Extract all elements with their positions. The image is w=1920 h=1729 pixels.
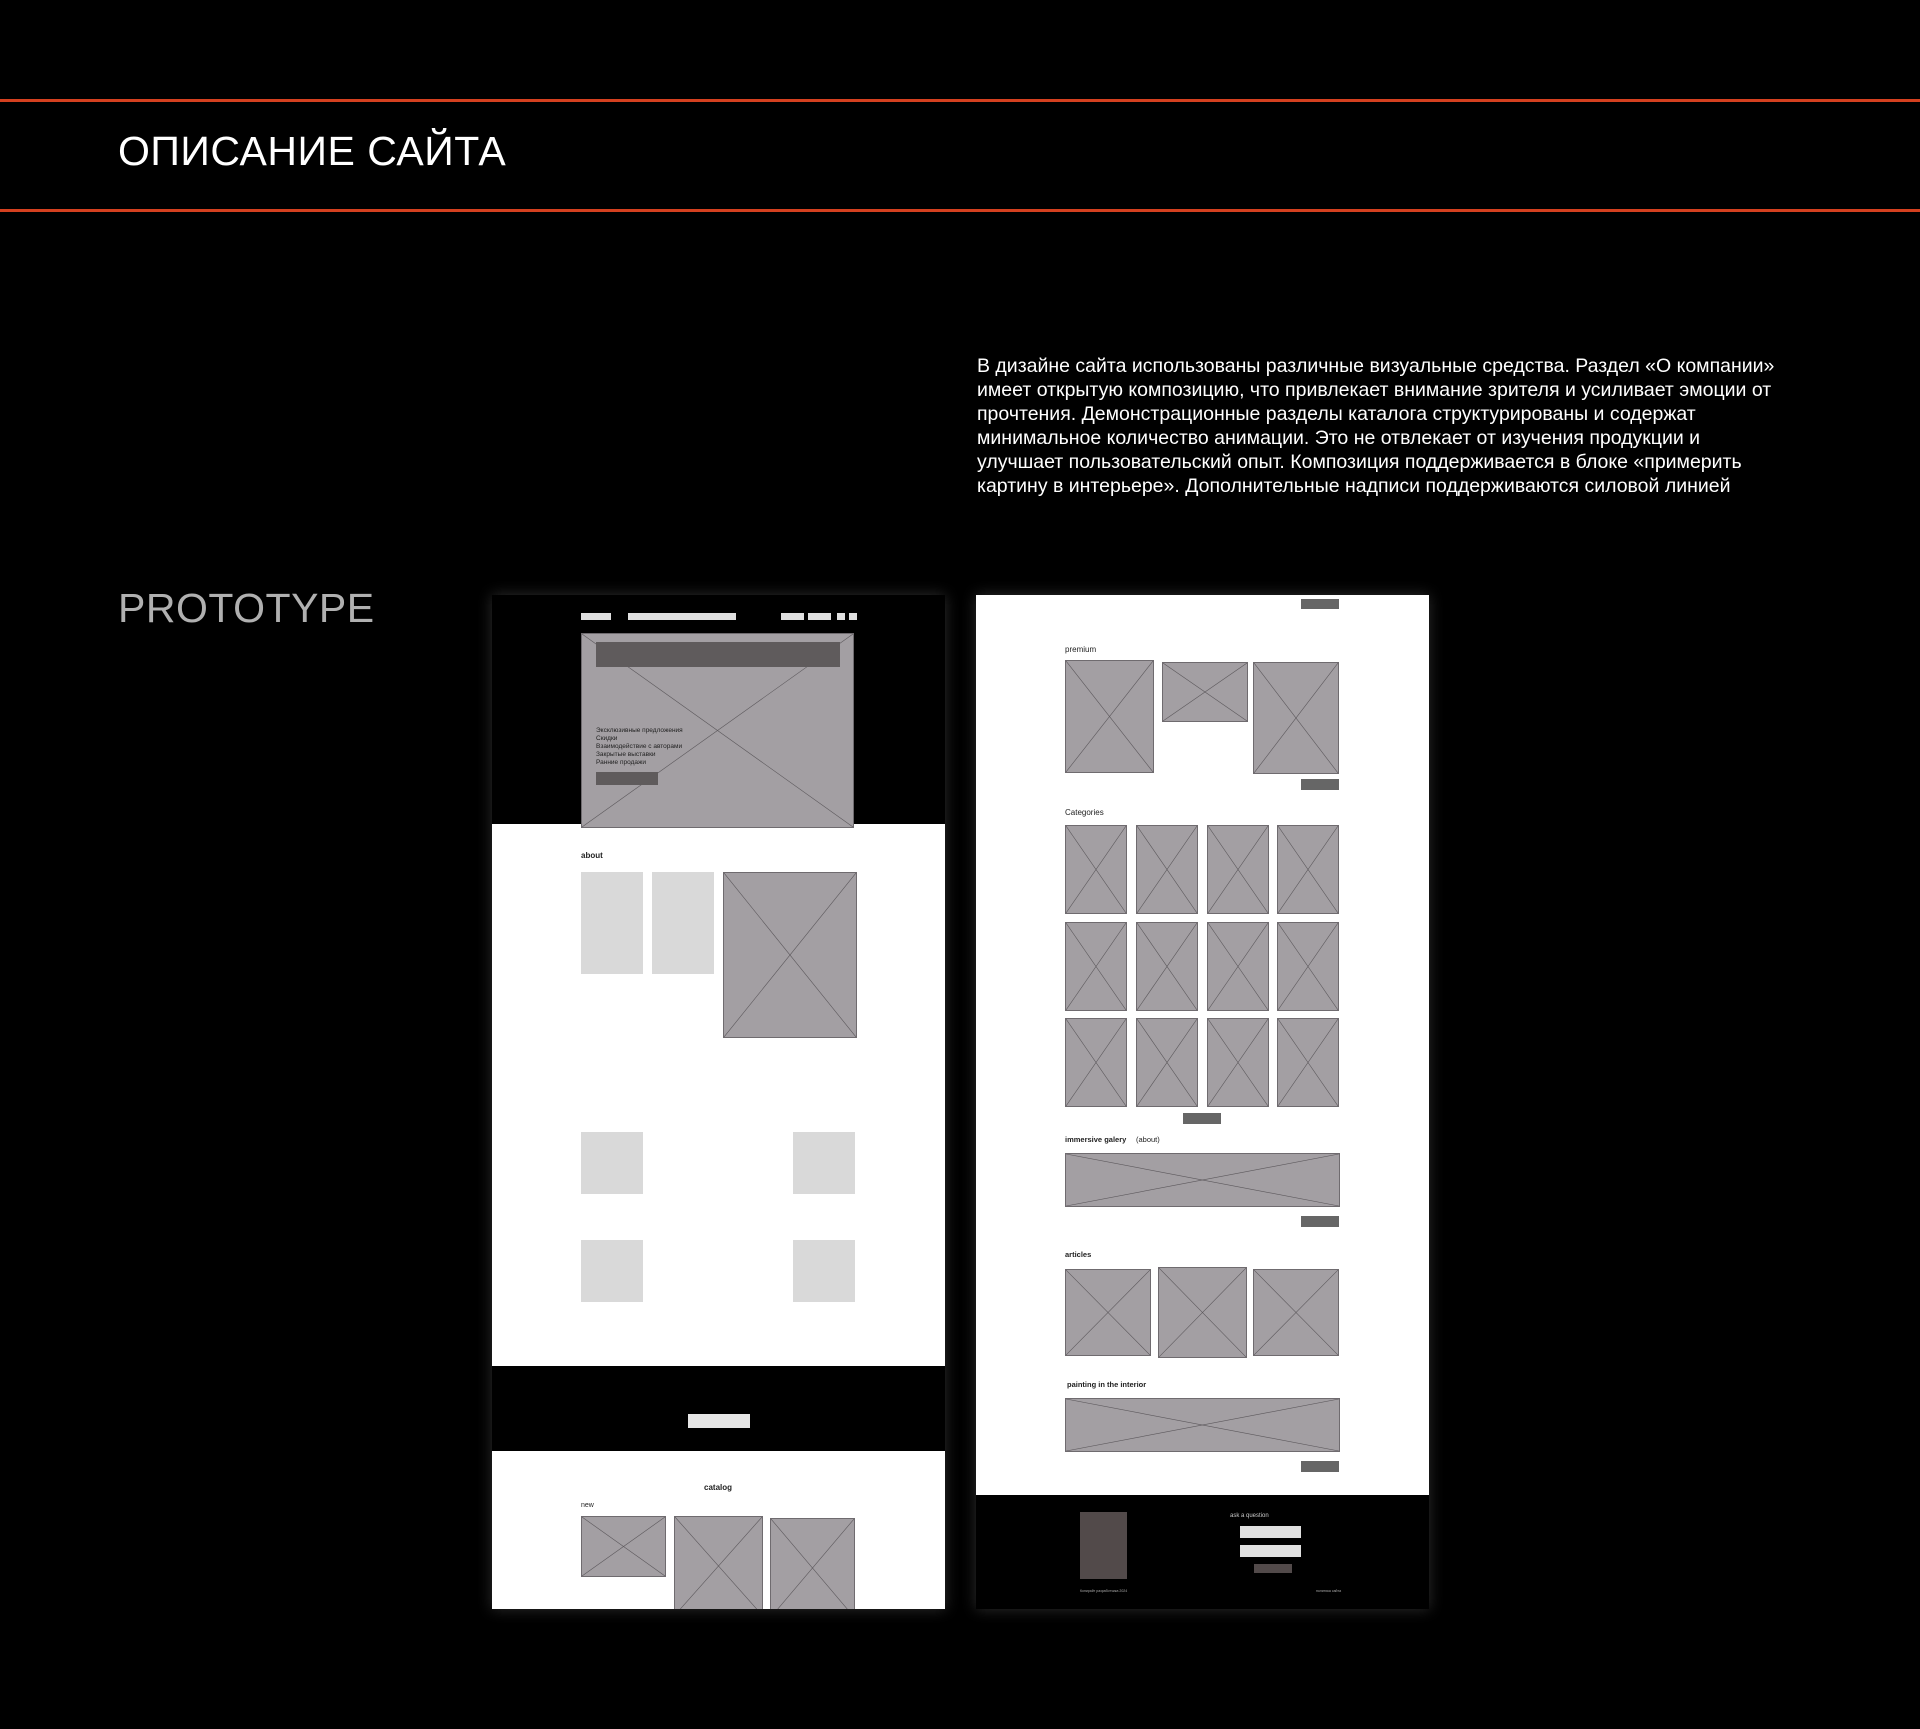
footer-copyright-text: Копирайт разработчика 2024 — [1080, 1589, 1128, 1593]
feature-block — [581, 1132, 643, 1194]
feature-block — [581, 1240, 643, 1302]
categories-heading: Categories — [1065, 808, 1104, 817]
footer-question-label: ask a question — [1230, 1513, 1269, 1519]
nav-logo-bar — [581, 613, 611, 620]
page-title: ОПИСАНИЕ САЙТА — [118, 128, 507, 174]
hero-list-item: Ранние продажи — [596, 759, 646, 766]
category-item-placeholder — [1065, 1018, 1127, 1107]
category-item-placeholder — [1136, 1018, 1198, 1107]
interior-heading: painting in the interior — [1067, 1380, 1147, 1389]
hero-list-item: Скидки — [596, 735, 618, 742]
about-heading: about — [581, 851, 603, 860]
bottom-accent-line — [0, 209, 1920, 212]
article-item-placeholder — [1065, 1269, 1151, 1356]
hero-list-item: Эксклюзивные предложения — [596, 727, 683, 734]
footer-submit-button[interactable] — [1254, 1564, 1292, 1573]
immersive-heading: immersive galery — [1065, 1135, 1127, 1144]
site-description: В дизайне сайта использованы различные визуальные средства. Раздел «О компании» имеет открытую композицию, что привлекает внимание зрителя и усиливает эмоции от прочтения. Демонстрационные разделы каталога структурированы и содержат минимальное количество анимации. Это не отвлекает от изучения продукции и улучшает пользовательский опыт. Композиция поддерживается в блоке «примерить картину в интерьере». Дополнительные надписи поддерживаются силовой линией — [977, 355, 1775, 497]
category-item-placeholder — [1277, 825, 1339, 914]
category-item-placeholder — [1065, 825, 1127, 914]
category-item-placeholder — [1207, 1018, 1269, 1107]
top-accent-line — [0, 99, 1920, 102]
left-prototype-board — [492, 595, 945, 1609]
about-text-block — [652, 872, 714, 974]
hero-list-item: Взаимодействие с авторами — [596, 743, 683, 750]
about-image-placeholder — [723, 872, 857, 1038]
nav-item-bar — [808, 613, 831, 620]
premium-item-placeholder — [1253, 662, 1339, 774]
nav-icon-bar — [837, 613, 845, 620]
article-item-placeholder — [1253, 1269, 1339, 1356]
banner-button[interactable] — [688, 1414, 750, 1428]
hero-cta-button[interactable] — [596, 772, 658, 785]
immersive-more-button[interactable] — [1301, 1216, 1339, 1227]
articles-heading: articles — [1065, 1250, 1092, 1259]
category-item-placeholder — [1207, 825, 1269, 914]
catalog-item-placeholder — [581, 1516, 666, 1577]
banner-section — [492, 1366, 945, 1451]
premium-item-placeholder — [1065, 660, 1154, 773]
new-label: new — [581, 1502, 594, 1509]
interior-more-button[interactable] — [1301, 1461, 1339, 1472]
premium-item-placeholder — [1162, 662, 1248, 722]
premium-more-button[interactable] — [1301, 779, 1339, 790]
footer-input-field[interactable] — [1240, 1545, 1301, 1557]
about-text-block — [581, 872, 643, 974]
premium-heading: premium — [1065, 645, 1097, 654]
catalog-item-placeholder — [674, 1516, 763, 1609]
nav-icon-bar — [849, 613, 857, 620]
nav-item-bar — [781, 613, 804, 620]
category-item-placeholder — [1207, 922, 1269, 1011]
feature-block — [793, 1240, 855, 1302]
catalog-item-placeholder — [770, 1518, 855, 1609]
right-prototype-board — [976, 595, 1429, 1609]
category-item-placeholder — [1136, 825, 1198, 914]
interior-banner-placeholder — [1065, 1398, 1340, 1452]
prototype-heading: PROTOTYPE — [118, 585, 375, 631]
footer-policy-text: политика сайта — [1316, 1589, 1342, 1593]
footer-input-field[interactable] — [1240, 1526, 1301, 1538]
nav-menu-bar — [628, 613, 736, 620]
categories-more-button[interactable] — [1183, 1113, 1221, 1124]
category-item-placeholder — [1065, 922, 1127, 1011]
feature-block — [793, 1132, 855, 1194]
immersive-banner-placeholder — [1065, 1153, 1340, 1207]
catalog-heading: catalog — [704, 1483, 733, 1492]
immersive-about-label: (about) — [1136, 1135, 1160, 1144]
category-item-placeholder — [1277, 922, 1339, 1011]
footer-image-placeholder — [1080, 1512, 1127, 1579]
category-item-placeholder — [1277, 1018, 1339, 1107]
hero-title-bar — [596, 642, 840, 667]
header-button[interactable] — [1301, 599, 1339, 609]
article-item-placeholder — [1158, 1267, 1247, 1358]
footer-section — [976, 1495, 1429, 1609]
category-item-placeholder — [1136, 922, 1198, 1011]
hero-list-item: Закрытые выставки — [596, 751, 656, 758]
